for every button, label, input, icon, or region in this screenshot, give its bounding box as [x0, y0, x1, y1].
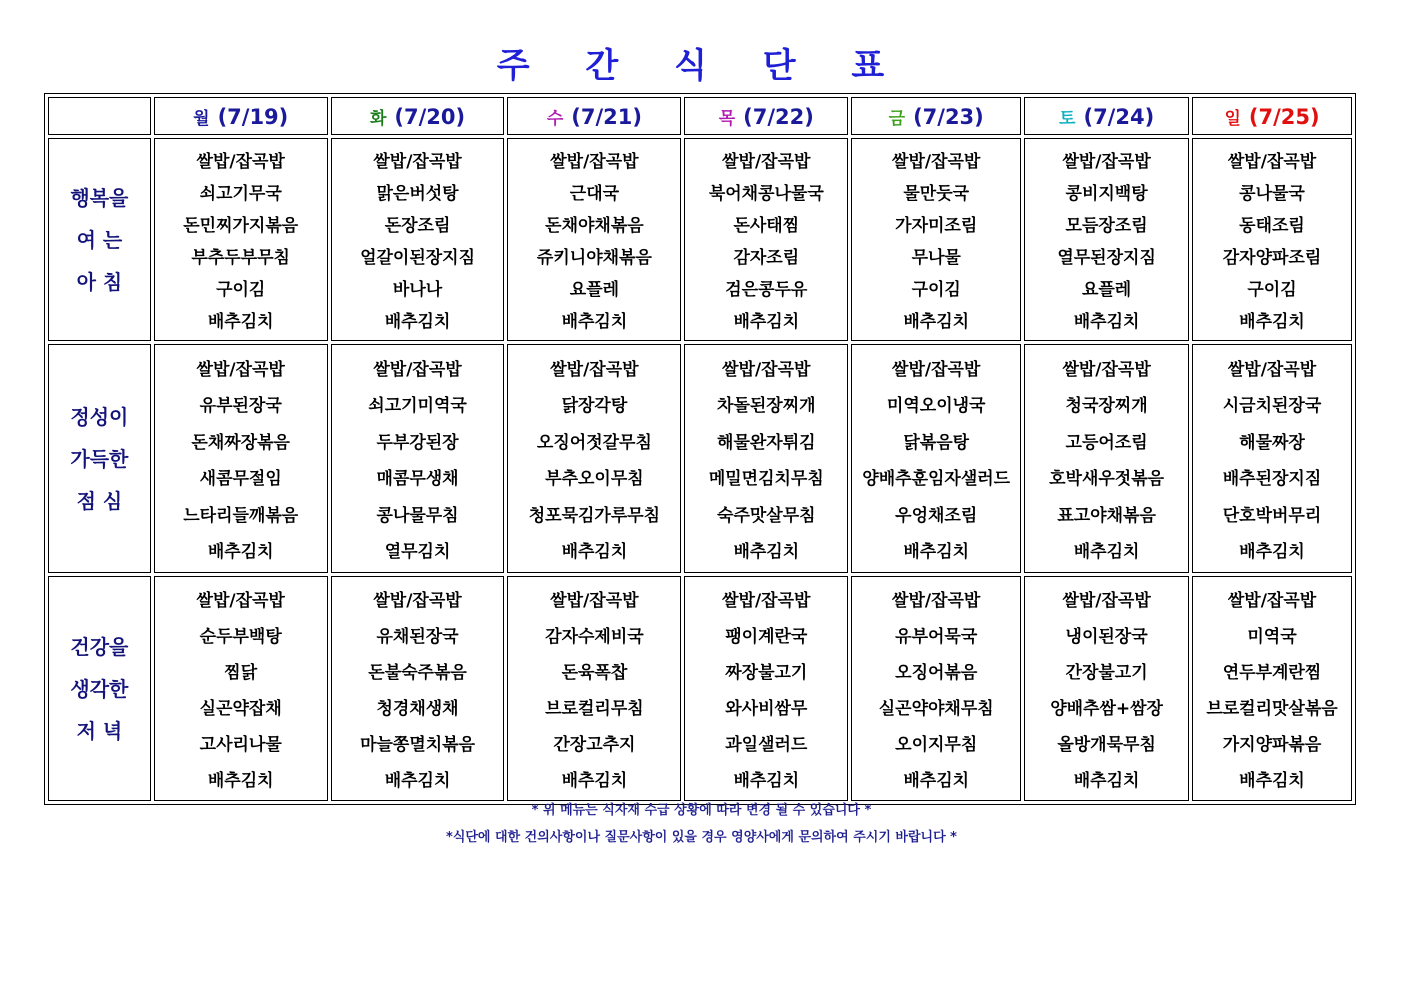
dish-item: 매콤무생채	[376, 469, 459, 490]
dish-item: 쌀밥/잡곡밥	[892, 591, 981, 612]
meal-label-line: 아 침	[76, 269, 123, 294]
menu-cell	[1024, 138, 1189, 341]
dish-item: 동태조림	[1239, 215, 1305, 236]
dish-item: 콩나물국	[1239, 183, 1305, 204]
dish-item: 배추김치	[1239, 542, 1305, 563]
dish-item: 가지양파볶음	[1222, 734, 1322, 755]
dish-item: 배추김치	[903, 770, 970, 791]
dish-item: 유채된장국	[376, 627, 459, 648]
menu-cell	[154, 576, 328, 801]
dish-item: 해물짜장	[1239, 432, 1305, 453]
dish-item: 과일샐러드	[725, 734, 808, 755]
dish-item: 브로컬리무침	[545, 698, 644, 719]
dish-item: 돈육폭찹	[561, 663, 628, 684]
dish-item: 유부어묵국	[895, 627, 978, 648]
dish-item: 냉이된장국	[1065, 627, 1148, 648]
dish-item: 돈사태찜	[733, 215, 800, 236]
dish-list	[155, 345, 327, 572]
dish-item: 실곤약잡채	[199, 698, 282, 719]
dish-item: 콩나물무침	[376, 505, 459, 526]
meal-label-line: 생각한	[70, 676, 129, 701]
dish-item: 브로컬리맛살볶음	[1206, 698, 1338, 719]
dish-item: 두부강된장	[376, 432, 459, 453]
dish-item: 와사비쌈무	[725, 698, 808, 719]
dish-item: 미역오이냉국	[886, 396, 986, 417]
dish-list	[852, 139, 1020, 340]
dish-item: 쌀밥/잡곡밥	[373, 151, 462, 172]
dish-item: 쌀밥/잡곡밥	[1062, 151, 1151, 172]
dish-item: 구이김	[216, 280, 266, 301]
dish-item: 배추김치	[903, 312, 970, 333]
weekly-menu-table	[44, 93, 1356, 805]
dish-item: 팽이계란국	[725, 627, 808, 648]
dish-item: 근대국	[569, 183, 620, 204]
day-label: 수	[546, 108, 564, 129]
dish-item: 표고야채볶음	[1057, 505, 1156, 526]
dish-item: 오징어볶음	[895, 663, 978, 684]
dish-item: 맑은버섯탕	[376, 183, 459, 204]
dish-list	[508, 577, 680, 800]
dish-item: 배추김치	[903, 542, 970, 563]
dish-item: 쌀밥/잡곡밥	[373, 359, 462, 380]
dish-item: 시금치된장국	[1222, 396, 1322, 417]
day-label: 금	[888, 108, 906, 129]
dish-item: 쌀밥/잡곡밥	[196, 359, 285, 380]
day-label: 일	[1224, 108, 1241, 129]
dish-item: 차돌된장찌개	[717, 396, 816, 417]
meal-label-line: 저 녁	[76, 718, 123, 743]
dish-item: 배추김치	[1073, 770, 1140, 791]
dish-list	[1193, 577, 1351, 800]
dish-list	[852, 577, 1020, 800]
dish-item: 메밀면김치무침	[708, 469, 824, 490]
dish-item: 배추김치	[733, 312, 800, 333]
dish-item: 미역국	[1247, 627, 1297, 648]
dish-item: 쌀밥/잡곡밥	[196, 591, 285, 612]
dish-list	[508, 139, 680, 340]
dish-item: 청포묵김가루무침	[528, 505, 661, 526]
day-date: (7/23)	[913, 104, 984, 129]
menu-cell	[684, 138, 848, 341]
day-header	[331, 97, 505, 135]
dish-item: 오이지무침	[895, 734, 978, 755]
dish-item: 올방개묵무침	[1057, 734, 1156, 755]
dish-item: 고사리나물	[199, 734, 282, 755]
meal-row-breakfast	[48, 138, 1352, 341]
menu-cell	[507, 138, 681, 341]
dish-item: 양배추훈임자샐러드	[862, 469, 1011, 490]
day-header	[684, 97, 848, 135]
day-label: 토	[1059, 108, 1076, 129]
day-label: 목	[718, 108, 736, 129]
dish-item: 쌀밥/잡곡밥	[722, 359, 811, 380]
dish-item: 검은콩두유	[725, 280, 808, 301]
menu-cell	[851, 344, 1021, 573]
dish-item: 쇠고기무국	[199, 183, 282, 204]
dish-item: 감자조림	[733, 248, 800, 269]
corner-cell	[48, 97, 151, 135]
day-header	[507, 97, 681, 135]
dish-item: 호박새우젓볶음	[1049, 469, 1165, 490]
dish-item: 짜장불고기	[725, 663, 808, 684]
dish-item: 요플레	[569, 280, 620, 301]
dish-list	[685, 345, 847, 572]
dish-item: 배추김치	[207, 770, 274, 791]
day-date: (7/21)	[571, 104, 642, 129]
meal-label	[48, 576, 151, 801]
dish-item: 배추김치	[207, 542, 274, 563]
dish-item: 무나물	[911, 248, 961, 269]
day-header-row	[48, 97, 1352, 135]
dish-item: 닭장각탕	[561, 396, 628, 417]
dish-item: 부추오이무침	[545, 469, 644, 490]
dish-item: 구이김	[1247, 280, 1297, 301]
dish-item: 쌀밥/잡곡밥	[892, 359, 981, 380]
dish-item: 배추김치	[561, 312, 628, 333]
dish-item: 고등어조림	[1065, 432, 1148, 453]
dish-item: 쌀밥/잡곡밥	[1062, 359, 1151, 380]
dish-item: 배추김치	[1239, 770, 1305, 791]
dish-item: 얼갈이된장지짐	[360, 248, 476, 269]
dish-list	[1025, 577, 1188, 800]
meal-label-line: 정성이	[70, 404, 129, 429]
menu-cell	[684, 344, 848, 573]
day-header-sunday	[1192, 97, 1352, 135]
dish-item: 배추김치	[1073, 312, 1140, 333]
meal-label	[48, 138, 151, 341]
menu-cell	[331, 576, 505, 801]
dish-item: 북어채콩나물국	[708, 183, 824, 204]
menu-cell	[684, 576, 848, 801]
day-header	[1024, 97, 1189, 135]
dish-item: 배추된장지짐	[1222, 469, 1322, 490]
dish-list	[155, 577, 327, 800]
dish-item: 물만둣국	[903, 183, 970, 204]
dish-item: 모듬장조림	[1065, 215, 1148, 236]
day-date: (7/24)	[1083, 104, 1155, 129]
menu-cell	[507, 344, 681, 573]
dish-item: 감자양파조림	[1222, 248, 1322, 269]
dish-item: 콩비지백탕	[1065, 183, 1148, 204]
meal-label-line: 여 는	[76, 227, 123, 252]
dish-item: 돈장조림	[384, 215, 451, 236]
notice-contact: *식단에 대한 건의사항이나 질문사항이 있을 경우 영양사에게 문의하여 주시기 바랍니다 *	[446, 830, 957, 845]
dish-item: 우엉채조림	[895, 505, 978, 526]
dish-list	[332, 577, 504, 800]
page-title: 주 간 식 단 표	[496, 46, 907, 86]
meal-row-lunch	[48, 344, 1352, 573]
day-label: 화	[369, 108, 387, 129]
dish-item: 돈불숙주볶음	[368, 663, 467, 684]
dish-item: 배추김치	[384, 770, 451, 791]
menu-cell	[154, 138, 328, 341]
dish-item: 돈민찌가지볶음	[183, 215, 299, 236]
dish-item: 쌀밥/잡곡밥	[892, 151, 981, 172]
dish-item: 쌀밥/잡곡밥	[722, 591, 811, 612]
dish-item: 요플레	[1081, 280, 1132, 301]
dish-item: 청경채생채	[376, 698, 459, 719]
day-date: (7/20)	[394, 104, 466, 129]
dish-item: 배추김치	[1073, 542, 1140, 563]
day-date: (7/19)	[217, 104, 289, 129]
dish-item: 열무된장지짐	[1057, 248, 1156, 269]
dish-item: 열무김치	[384, 542, 451, 563]
dish-item: 바나나	[392, 280, 443, 301]
dish-item: 숙주맛살무침	[717, 505, 816, 526]
dish-item: 쌀밥/잡곡밥	[196, 151, 285, 172]
dish-item: 구이김	[911, 280, 961, 301]
dish-list	[685, 577, 847, 800]
dish-item: 단호박버무리	[1222, 505, 1322, 526]
dish-item: 마늘쫑멸치볶음	[360, 734, 476, 755]
dish-item: 순두부백탕	[199, 627, 282, 648]
dish-item: 부추두부무침	[191, 248, 290, 269]
dish-item: 느타리들깨볶음	[183, 505, 299, 526]
day-header	[851, 97, 1021, 135]
menu-cell	[507, 576, 681, 801]
notice-substitution: * 위 메뉴는 식자재 수급 상황에 따라 변경 될 수 있습니다 *	[531, 803, 872, 818]
dish-item: 쇠고기미역국	[368, 396, 467, 417]
dish-list	[332, 139, 504, 340]
day-date: (7/25)	[1248, 104, 1320, 129]
meal-row-dinner	[48, 576, 1352, 801]
menu-cell	[1024, 576, 1189, 801]
menu-cell	[1192, 576, 1352, 801]
dish-item: 찜닭	[224, 663, 258, 684]
meal-label-line: 건강을	[70, 634, 129, 659]
dish-item: 간장고추지	[553, 734, 636, 755]
day-date: (7/22)	[743, 104, 814, 129]
dish-list	[508, 345, 680, 572]
dish-item: 쌀밥/잡곡밥	[550, 359, 639, 380]
day-header	[154, 97, 328, 135]
dish-list	[332, 345, 504, 572]
dish-list	[1025, 345, 1188, 572]
dish-item: 쌀밥/잡곡밥	[1227, 151, 1317, 172]
dish-item: 간장불고기	[1065, 663, 1148, 684]
dish-item: 배추김치	[1239, 312, 1305, 333]
dish-item: 청국장찌개	[1065, 396, 1148, 417]
dish-item: 쌀밥/잡곡밥	[550, 591, 639, 612]
dish-item: 쌀밥/잡곡밥	[550, 151, 639, 172]
menu-cell	[851, 138, 1021, 341]
menu-cell	[331, 138, 505, 341]
dish-item: 쌀밥/잡곡밥	[1227, 359, 1317, 380]
menu-cell	[154, 344, 328, 573]
day-label: 월	[193, 108, 210, 129]
dish-list	[852, 345, 1020, 572]
dish-list	[1193, 139, 1351, 340]
meal-label-line: 가득한	[70, 446, 129, 471]
dish-list	[1193, 345, 1351, 572]
menu-cell	[1024, 344, 1189, 573]
dish-item: 감자수제비국	[545, 627, 644, 648]
menu-cell	[331, 344, 505, 573]
dish-item: 쌀밥/잡곡밥	[722, 151, 811, 172]
menu-cell	[1192, 344, 1352, 573]
dish-item: 쌀밥/잡곡밥	[1227, 591, 1317, 612]
dish-item: 배추김치	[384, 312, 451, 333]
dish-item: 돈채야채볶음	[545, 215, 644, 236]
dish-item: 쌀밥/잡곡밥	[1062, 591, 1151, 612]
dish-item: 돈채짜장볶음	[191, 432, 290, 453]
dish-item: 가자미조림	[895, 215, 978, 236]
dish-list	[155, 139, 327, 340]
dish-item: 새콤무절임	[199, 469, 282, 490]
dish-item: 배추김치	[733, 542, 800, 563]
dish-item: 배추김치	[561, 770, 628, 791]
dish-item: 실곤약야채무침	[878, 698, 994, 719]
dish-item: 오징어젓갈무침	[536, 432, 652, 453]
meal-label	[48, 344, 151, 573]
dish-item: 배추김치	[733, 770, 800, 791]
menu-cell	[851, 576, 1021, 801]
dish-list	[685, 139, 847, 340]
dish-item: 연두부계란찜	[1222, 663, 1322, 684]
dish-item: 배추김치	[561, 542, 628, 563]
meal-label-line: 점 심	[76, 488, 123, 513]
dish-item: 유부된장국	[199, 396, 282, 417]
dish-list	[1025, 139, 1188, 340]
dish-item: 해물완자튀김	[717, 432, 816, 453]
dish-item: 쌀밥/잡곡밥	[373, 591, 462, 612]
dish-item: 양배추쌈+쌈장	[1050, 698, 1163, 719]
menu-cell	[1192, 138, 1352, 341]
meal-label-line: 행복을	[70, 185, 129, 210]
dish-item: 쥬키니야채볶음	[536, 248, 652, 269]
dish-item: 닭볶음탕	[903, 432, 970, 453]
dish-item: 배추김치	[207, 312, 274, 333]
